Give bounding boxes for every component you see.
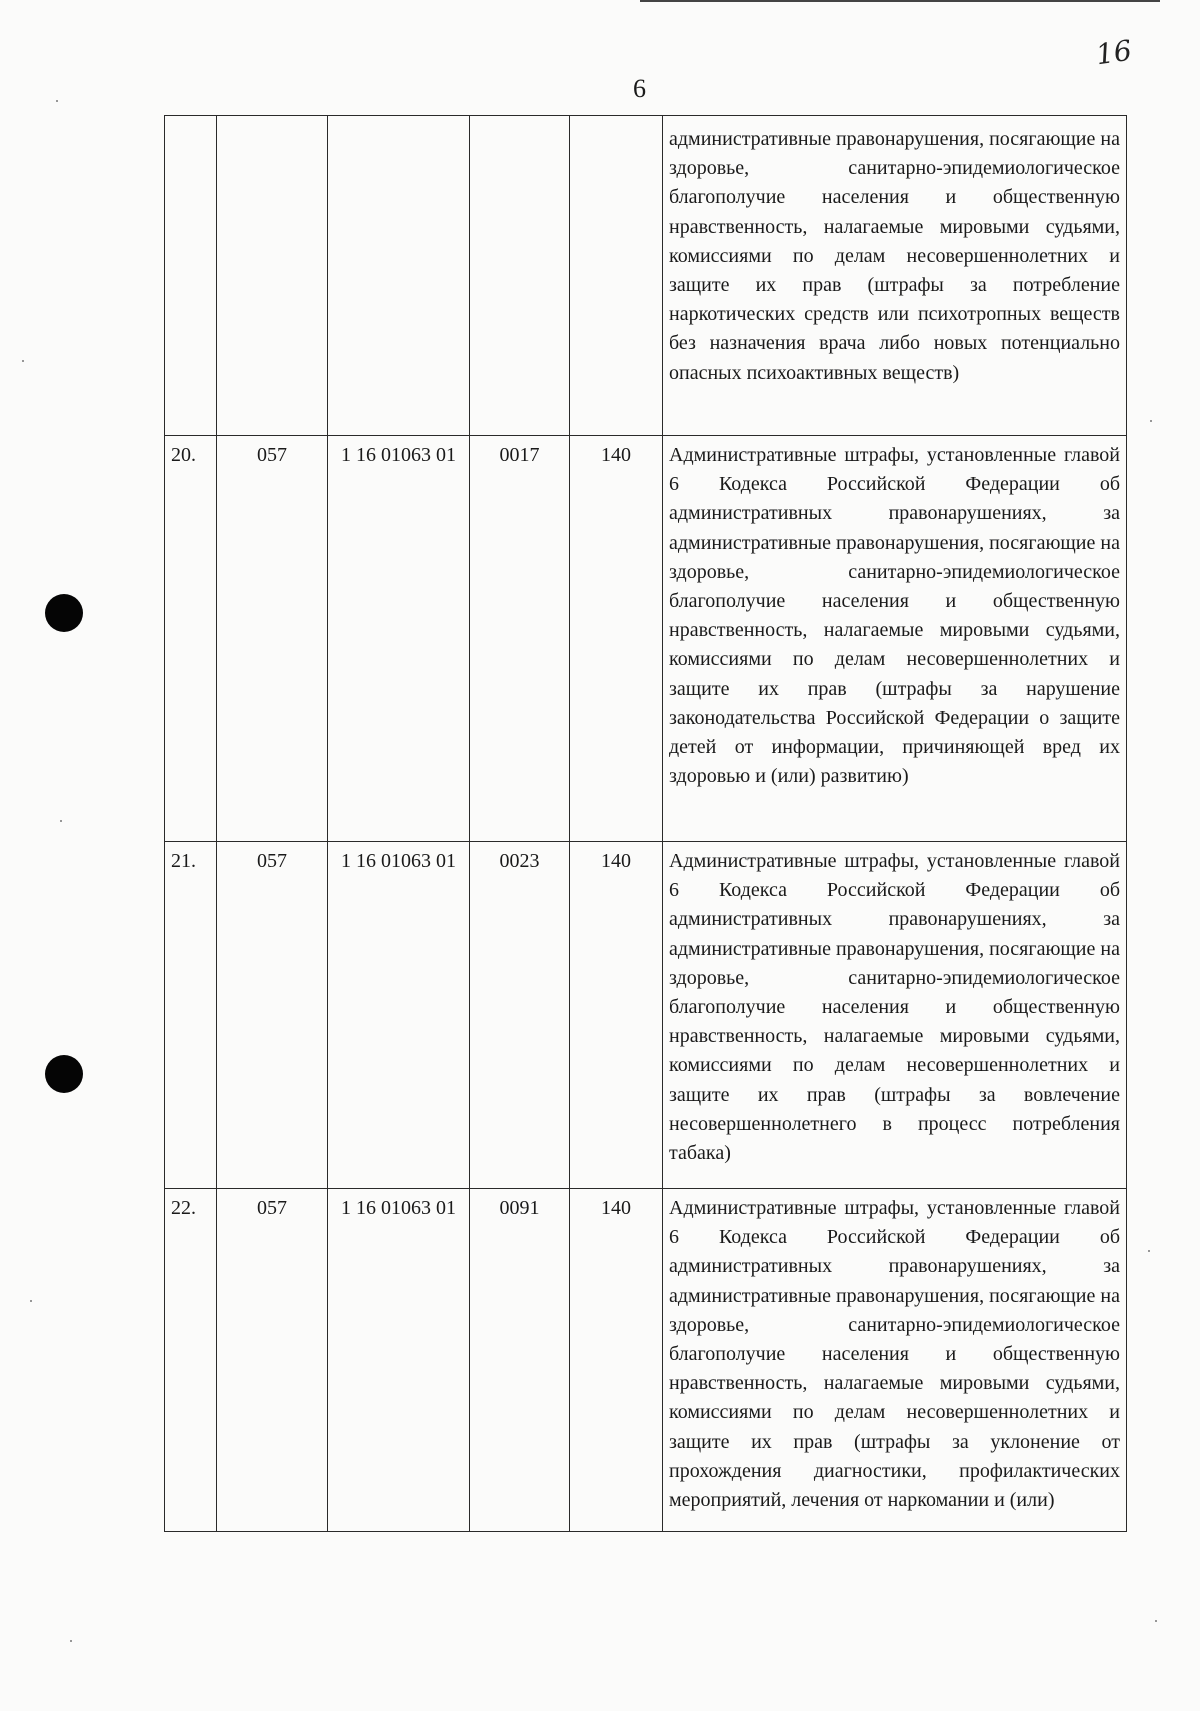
description-cell: Административные штрафы, установленные главой 6 Кодекса Российской Федерации об административных правонарушениях, за административные правонарушения, посягающие на здоровье, санитарно-эпидемиологическое благополучие населения и общественную нравственность, налагаемые мировыми судьями, комиссиями по делам несовершеннолетних и защите их прав (штрафы за вовлечение несовершеннолетнего в процесс потребления табака) bbox=[663, 842, 1127, 1189]
scan-speck bbox=[1148, 1250, 1150, 1252]
scan-speck bbox=[70, 1640, 72, 1642]
classifier-cell: 140 bbox=[570, 842, 663, 1189]
admin-code-cell: 057 bbox=[217, 842, 328, 1189]
punch-hole bbox=[45, 594, 83, 632]
scan-speck bbox=[56, 100, 58, 102]
row-number-cell: 21. bbox=[165, 842, 217, 1189]
description-cell: Административные штрафы, установленные главой 6 Кодекса Российской Федерации об административных правонарушениях, за административные правонарушения, посягающие на здоровье, санитарно-эпидемиологическое благополучие населения и общественную нравственность, налагаемые мировыми судьями, комиссиями по делам несовершеннолетних и защите их прав (штрафы за нарушение законодательства Российской Федерации о защите детей от информации, причиняющей вред их здоровью и (или) развитию) bbox=[663, 436, 1127, 842]
classifier-cell: 140 bbox=[570, 436, 663, 842]
scan-speck bbox=[1150, 420, 1152, 422]
table-row bbox=[165, 436, 1127, 842]
revenue-codes-table bbox=[164, 115, 1127, 1532]
admin-code-cell: 057 bbox=[217, 436, 328, 842]
punch-hole bbox=[45, 1055, 83, 1093]
scan-speck bbox=[1155, 1620, 1157, 1622]
description-cell: административные правонарушения, посягающие на здоровье, санитарно-эпидемиологическое благополучие населения и общественную нравственность, налагаемые мировыми судьями, комиссиями по делам несовершеннолетних и защите их прав (штрафы за потребление наркотических средств или психотропных веществ без назначения врача либо новых потенциально опасных психоактивных веществ) bbox=[663, 116, 1127, 436]
handwritten-sheet-number: 16 bbox=[1093, 33, 1134, 72]
scan-speck bbox=[22, 360, 24, 362]
description-cell: Административные штрафы, установленные главой 6 Кодекса Российской Федерации об административных правонарушениях, за административные правонарушения, посягающие на здоровье, санитарно-эпидемиологическое благополучие населения и общественную нравственность, налагаемые мировыми судьями, комиссиями по делам несовершеннолетних и защите их прав (штрафы за уклонение от прохождения диагностики, профилактических мероприятий, лечения от наркомании и (или) bbox=[663, 1189, 1127, 1532]
scan-speck bbox=[60, 820, 62, 822]
kbk-cell: 1 16 01063 01 bbox=[328, 436, 470, 842]
admin-code-cell bbox=[217, 116, 328, 436]
kbk-cell bbox=[328, 116, 470, 436]
admin-code-cell: 057 bbox=[217, 1189, 328, 1532]
subtype-code-cell bbox=[470, 116, 570, 436]
subtype-code-cell: 0091 bbox=[470, 1189, 570, 1532]
classifier-cell: 140 bbox=[570, 1189, 663, 1532]
page-number: 6 bbox=[633, 74, 646, 103]
kbk-cell: 1 16 01063 01 bbox=[328, 1189, 470, 1532]
scan-speck bbox=[30, 1300, 32, 1302]
kbk-cell: 1 16 01063 01 bbox=[328, 842, 470, 1189]
scan-edge-line bbox=[640, 0, 1160, 2]
table-row bbox=[165, 1189, 1127, 1532]
classifier-cell bbox=[570, 116, 663, 436]
row-number-cell bbox=[165, 116, 217, 436]
subtype-code-cell: 0017 bbox=[470, 436, 570, 842]
row-number-cell: 20. bbox=[165, 436, 217, 842]
table-row bbox=[165, 842, 1127, 1189]
subtype-code-cell: 0023 bbox=[470, 842, 570, 1189]
row-number-cell: 22. bbox=[165, 1189, 217, 1532]
table-row bbox=[165, 116, 1127, 436]
